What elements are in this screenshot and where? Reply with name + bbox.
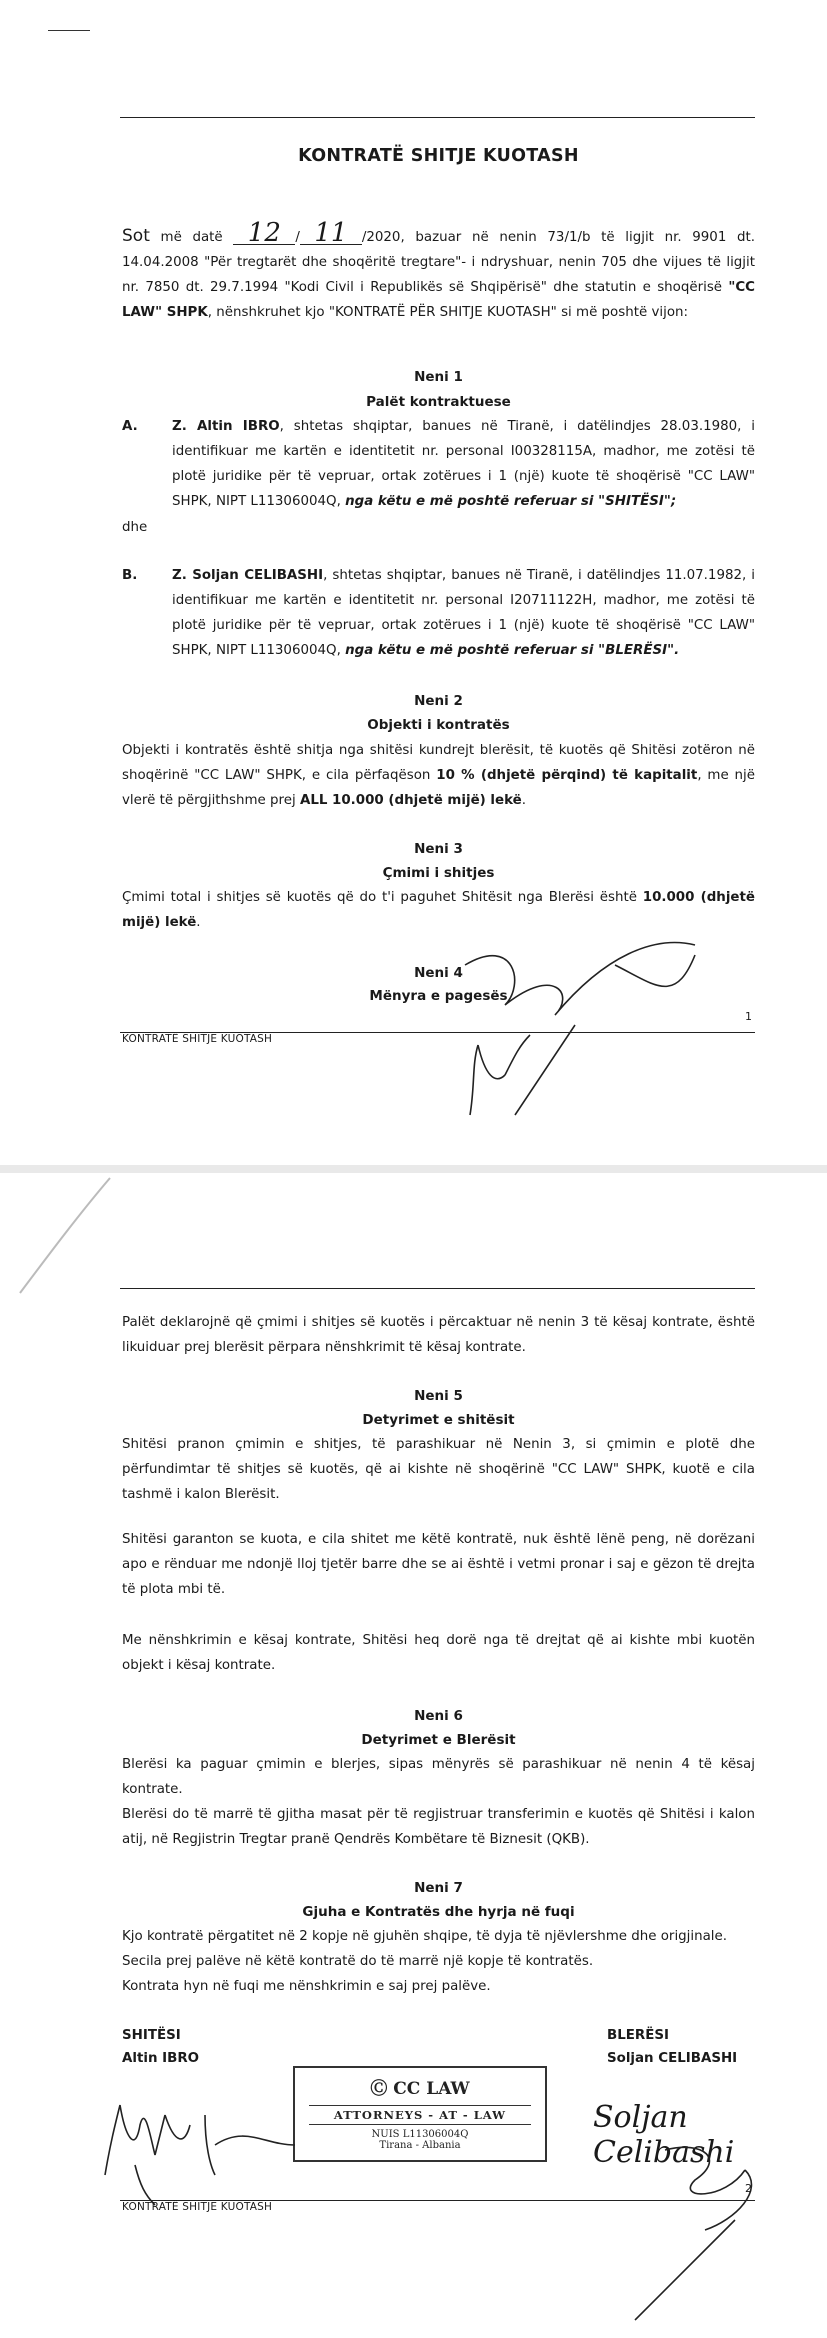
party-b-name: Z. Soljan CELIBASHI: [172, 568, 324, 583]
handwritten-day: 12: [233, 222, 295, 245]
page-number: 1: [745, 1010, 752, 1023]
neni2-subheading: Objekti i kontratës: [367, 717, 510, 733]
neni7-paragraph-1: Kjo kontratë përgatitet në 2 kopje në gjuhën shqipe, të dyja të njëvlershme dhe origjinale.: [122, 1929, 728, 1944]
footer-label-2: KONTRATË SHITJE KUOTASH: [122, 2201, 273, 2213]
buyer-name: Soljan CELIBASHI: [607, 2051, 738, 2066]
neni2-heading: Neni 2: [414, 693, 463, 709]
neni6-heading: Neni 6: [414, 1708, 463, 1724]
party-a-label: A.: [122, 419, 138, 434]
buyer-role: BLERËSI: [607, 2028, 669, 2043]
neni4-heading: Neni 4: [414, 965, 463, 981]
neni7-heading: Neni 7: [414, 1880, 463, 1896]
party-b-reference: nga këtu e më poshtë referuar si "BLERËSI".: [345, 643, 680, 658]
handwritten-month: 11: [300, 222, 362, 245]
neni3-text1: Çmimi total i shitjes së kuotës që do t'i paguhet Shitësit nga Blerësi është: [122, 890, 643, 905]
neni1-heading: Neni 1: [414, 369, 463, 385]
party-a-details: , shtetas shqiptar, banues në Tiranë, i datëlindjes 28.03.1980, i identifikuar me kartën e identitetit nr. personal I00328115A, madhor, me zotësi të plotë juridike për të vepruar, ortak zotërues i 1 (një) kuote të shoqërisë "CC LAW" SHPK, NIPT L11306004Q,: [172, 419, 755, 509]
buyer-handwritten-name: Soljan Celibashi: [593, 2100, 735, 2170]
intro-me-date: më datë: [160, 230, 223, 245]
neni2-share: 10 % (dhjetë përqind) të kapitalit: [436, 768, 698, 783]
document-title: KONTRATË SHITJE KUOTASH: [298, 146, 579, 166]
date-slash: /: [295, 230, 300, 245]
seller-role: SHITËSI: [122, 2028, 181, 2043]
neni6-subheading: Detyrimet e Blerësit: [361, 1732, 516, 1748]
neni5-paragraph-3: Me nënshkrimin e kësaj kontrate, Shitësi heq dorë nga të drejtat që ai kishte mbi kuotën objekt i kësaj kontrate.: [122, 1633, 755, 1673]
footer-label: KONTRATË SHITJE KUOTASH: [122, 1033, 273, 1045]
neni7-paragraph-2: Secila prej palëve në këtë kontratë do të marrë një kopje të kontratës.: [122, 1954, 594, 1969]
scan-mark: [48, 30, 90, 31]
seller-initials-signature: [460, 1025, 540, 1125]
neni6-paragraph-2: Blerësi do të marrë të gjitha masat për të regjistruar transferimin e kuotës që Shitësi i kalon atij, në Regjistrin Tregtar pranë Qendrës Kombëtare të Biznesit (QKB).: [122, 1807, 755, 1847]
stamp-nuis: NUIS L11306004Q: [371, 2129, 469, 2140]
neni6-paragraph-1: Blerësi ka paguar çmimin e blerjes, sipas mënyrës së parashikuar në nenin 4 të kësaj kontrate.: [122, 1757, 755, 1797]
neni3-heading: Neni 3: [414, 841, 463, 857]
neni7-paragraph-3: Kontrata hyn në fuqi me nënshkrimin e saj prej palëve.: [122, 1979, 491, 1994]
neni3-text2: .: [196, 915, 201, 930]
neni5-paragraph-2: Shitësi garanton se kuota, e cila shitet me këtë kontratë, nuk është lënë peng, në dorëzani apo e rënduar me ndonjë lloj tjetër barre dhe se ai është i vetmi pronar i saj e gëzon të drejta të plota mbi të.: [122, 1532, 755, 1597]
stamp-name: Ⓒ CC LAW: [370, 2079, 470, 2099]
party-a-name: Z. Altin IBRO: [172, 419, 280, 434]
and-word: dhe: [122, 520, 148, 535]
neni2-text2: , me një vlerë të përgjithshme prej: [122, 768, 756, 808]
neni4-subheading: Mënyra e pagesës: [369, 988, 508, 1004]
stamp-city: Tirana - Albania: [379, 2140, 461, 2151]
payment-paragraph: Palët deklarojnë që çmimi i shitjes së kuotës i përcaktuar në nenin 3 të kësaj kontrate, është likuiduar prej blerësit përpara nënshkrimit të kësaj kontrate.: [122, 1315, 755, 1355]
buyer-signature: [615, 2130, 825, 2330]
neni1-subheading: Palët kontraktuese: [366, 394, 511, 410]
intro-sot: Sot: [122, 226, 150, 246]
party-b-details: , shtetas shqiptar, banues në Tiranë, i datëlindjes 11.07.1982, i identifikuar me kartën e identitetit nr. personal I20711122H, madhor, me zotësi të plotë juridike për të vepruar, ortak zotërues i 1 (një) kuote të shoqërisë "CC LAW" SHPK, NIPT L11306004Q,: [172, 568, 756, 658]
company-stamp: [293, 2066, 547, 2162]
contract-page-1: [0, 0, 827, 1165]
scan-fold-shadow: [0, 1173, 120, 1303]
intro-line-end: , nënshkruhet kjo "KONTRATË PËR SHITJE KUOTASH" si më poshtë vijon:: [207, 305, 689, 320]
neni2-paragraph: [122, 738, 755, 813]
party-b-label: B.: [122, 568, 138, 583]
neni5-subheading: Detyrimet e shitësit: [362, 1412, 515, 1428]
neni3-subheading: Çmimi i shitjes: [382, 865, 495, 881]
intro-paragraph: [122, 218, 756, 325]
neni2-text1: Objekti i kontratës është shitja nga shitësi kundrejt blerësit, të kuotës që Shitësi zotëron në shoqërinë "CC LAW" SHPK, e cila përfaqëson: [122, 743, 755, 783]
page-number-2: 2: [745, 2182, 752, 2195]
neni5-heading: Neni 5: [414, 1388, 463, 1404]
header-rule: [120, 117, 755, 118]
neni3-price: 10.000 (dhjetë mijë) lekë: [122, 890, 755, 930]
neni5-paragraph-1: Shitësi pranon çmimin e shitjes, të parashikuar në Nenin 3, si çmimin e plotë dhe përfundimtar të shitjes së kuotës, që ai kishte në shoqërinë "CC LAW" SHPK, kuotë e cila tashmë i kalon Blerësit.: [122, 1437, 755, 1502]
seller-name: Altin IBRO: [122, 2051, 200, 2066]
party-a-text: [172, 414, 755, 514]
neni2-value: ALL 10.000 (dhjetë mijë) lekë: [299, 793, 522, 808]
intro-line2: 14.04.2008 "Për tregtarët dhe shoqëritë tregtare"- i ndryshuar, nenin 705 dhe vijues të ligjit nr. 7850 dt. 29.7.1994 "Kodi Civil i Republikës së Shqipërisë" dhe statutin e shoqërisë: [122, 255, 755, 295]
seller-signature: [95, 2085, 325, 2215]
stamp-line: ATTORNEYS - AT - LAW: [309, 2105, 531, 2125]
party-a-reference: nga këtu e më poshtë referuar si "SHITËSI";: [345, 494, 677, 509]
intro-company: "CC LAW" SHPK: [122, 280, 755, 320]
neni2-text3: .: [521, 793, 526, 808]
party-b-text: [172, 563, 755, 663]
neni7-subheading: Gjuha e Kontratës dhe hyrja në fuqi: [302, 1904, 575, 1920]
intro-year-rest: /2020, bazuar në nenin 73/1/b të ligjit nr. 9901 dt.: [361, 230, 756, 245]
header-rule: [120, 1288, 755, 1289]
